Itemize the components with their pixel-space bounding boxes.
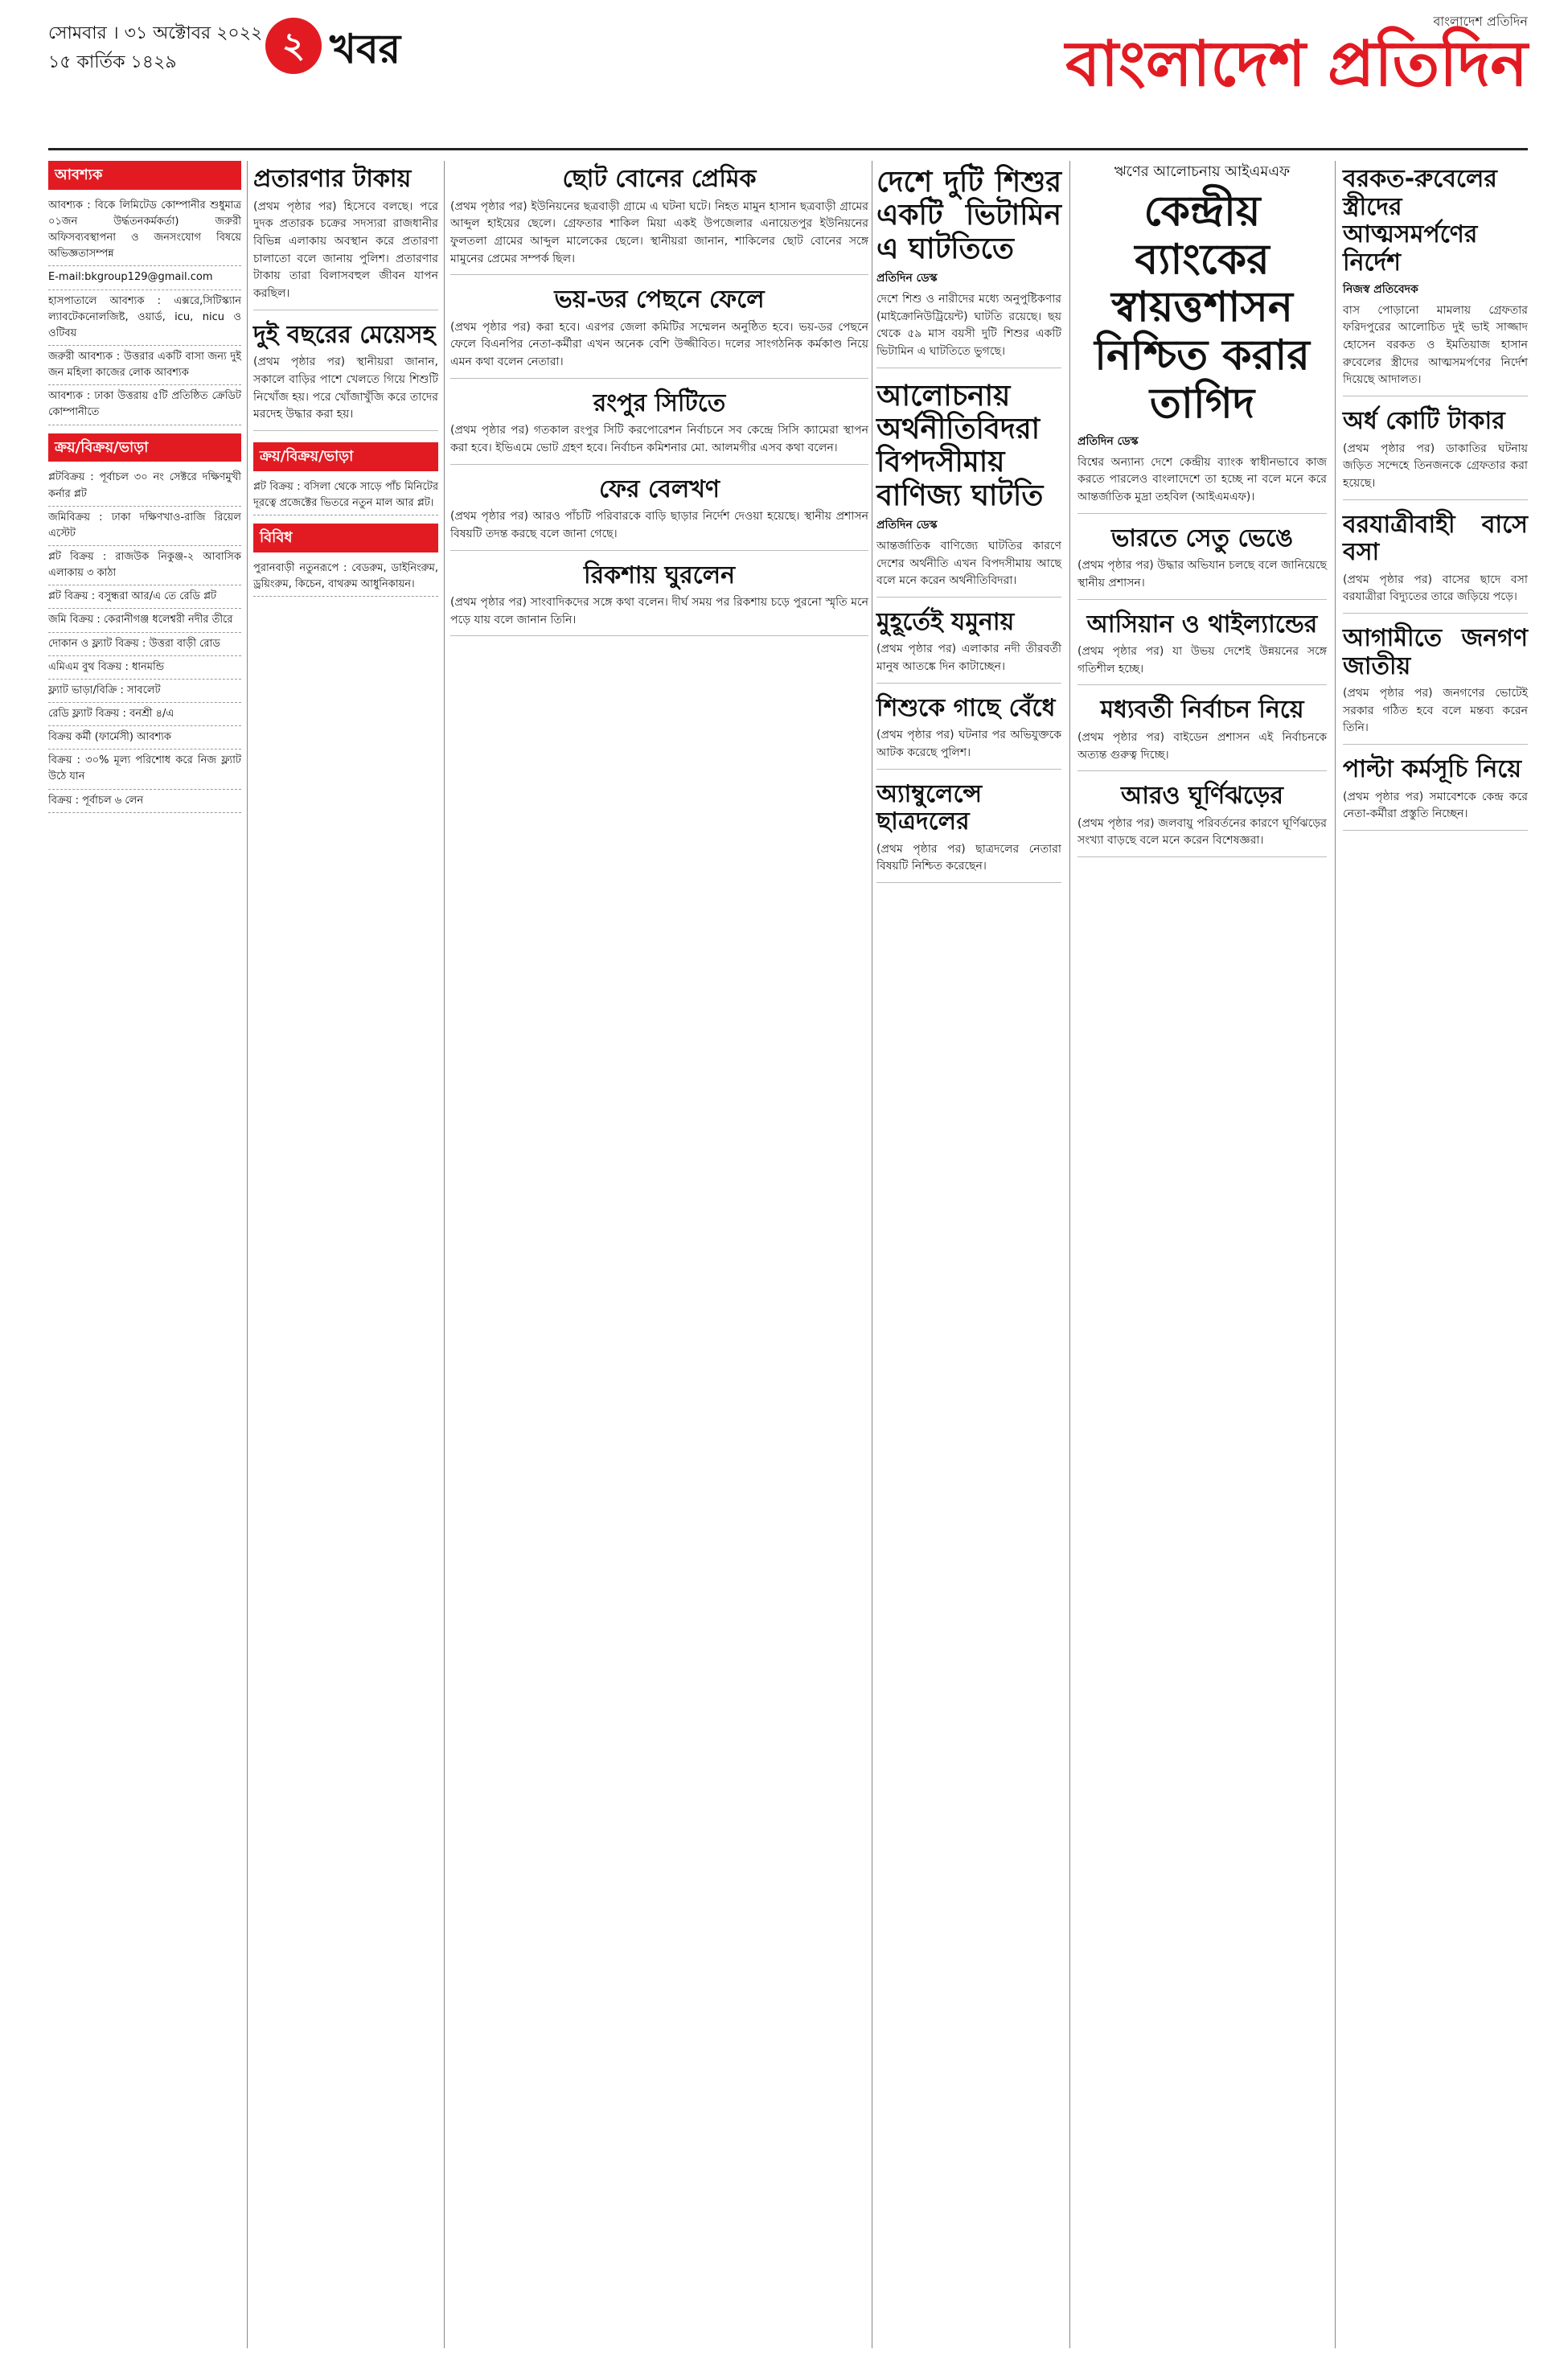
classified-ad: বিক্রয় : পূর্বাচল ৬ লেন — [48, 790, 241, 813]
article-body: (প্রথম পৃষ্ঠার পর) ডাকাতির ঘটনায় জড়িত সন্দেহে তিনজনকে গ্রেফতার করা হয়েছে। — [1343, 442, 1528, 490]
article-body: (প্রথম পৃষ্ঠার পর) স্থানীয়রা জানান, সকালে বাড়ির পাশে খেলতে গিয়ে শিশুটি নিখোঁজ হয়। পরে খোঁজাখুঁজি করে তাদের মরদেহ উদ্ধার করা হয়। — [253, 355, 438, 421]
article — [1343, 166, 1528, 396]
date: সোমবার । ৩১ অক্টোবর ২০২২ — [48, 23, 263, 43]
classified-ad: জরুরী আবশ্যক : উত্তরার একটি বাসা জন্য দুই জন মহিলা কাজের লোক আবশ্যক — [48, 346, 241, 385]
article-byline: প্রতিদিন ডেস্ক — [876, 272, 938, 285]
article — [876, 609, 1061, 684]
classified-ad: জমিবিক্রয় : ঢাকা দক্ষিণখাও-রাজি রিয়েল এস্টেট — [48, 507, 241, 546]
classified-ad: প্লট বিক্রয় : রাজউক নিকুঞ্জ-২ আবাসিক এলাকায় ৩ কাঠা — [48, 546, 241, 585]
classified-heading: আবশ্যক — [48, 161, 241, 190]
news-column-2 — [253, 161, 438, 597]
page-number: ২ — [265, 18, 322, 74]
article — [1077, 525, 1327, 600]
classified-ad: রেডি ফ্ল্যাট বিক্রয় : বনশ্রী ৪/এ — [48, 703, 241, 726]
article-body: (প্রথম পৃষ্ঠার পর) ঘটনার পর অভিযুক্তকে আটক করেছে পুলিশ। — [876, 729, 1061, 759]
article — [450, 390, 868, 465]
classified-ad: প্লট বিক্রয় : বসিলা থেকে সাড়ে পাঁচ মিনিটের দূরত্বে প্রজেক্টের ভিতরে নতুন মাল আর প্লট। — [253, 476, 438, 515]
masthead — [1065, 11, 1528, 101]
classified-ad: প্লটবিক্রয় : পূর্বাচল ৩০ নং সেক্টরে দক্ষিণমুখী কর্নার প্লট — [48, 466, 241, 506]
article — [1343, 511, 1528, 614]
classified-ad: হাসপাতালে আবশ্যক : এক্সরে,সিটিস্ক্যান ল্যাবটেকনোলজিষ্ট, ওয়ার্ড, icu, nicu ও ওটিবয় — [48, 290, 241, 346]
article — [1343, 408, 1528, 500]
column-divider — [1335, 161, 1336, 2348]
article — [450, 562, 868, 637]
classified-ad: বিক্রয় কর্মী (ফার্মেসী) আবশ্যক — [48, 726, 241, 750]
article-headline: অর্ধ কোটি টাকার — [1343, 407, 1505, 436]
article-headline: বরকত-রুবেলের স্ত্রীদের আত্মসমর্পণের নির্দেশ — [1343, 165, 1497, 277]
classified-heading: ক্রয়/বিক্রয়/ভাড়া — [48, 433, 241, 462]
article — [450, 166, 868, 275]
article-body: (প্রথম পৃষ্ঠার পর) এলাকার নদী তীরবর্তী মানুষ আতঙ্কে দিন কাটাচ্ছেন। — [876, 643, 1061, 674]
classified-ad: এমিএম বুথ বিক্রয় : ধানমন্ডি — [48, 656, 241, 680]
column-divider — [247, 161, 248, 2348]
classified-ad: আবশ্যক : ঢাকা উত্তরায় ৫টি প্রতিষ্ঠিত ক্রেডিট কোম্পানীতে — [48, 385, 241, 425]
article-body: (প্রথম পৃষ্ঠার পর) বাসের ছাদে বসা বরযাত্রীরা বিদ্যুতের তারে জড়িয়ে পড়ে। — [1343, 573, 1528, 604]
news-column-4 — [876, 161, 1061, 894]
classified-ad: দোকান ও ফ্ল্যাট বিক্রয় : উত্তরা বাড়ী রোড — [48, 633, 241, 656]
news-column-3 — [450, 161, 868, 647]
article — [1343, 625, 1528, 745]
bangla-date: ১৫ কার্তিক ১৪২৯ — [48, 52, 177, 72]
classified-heading: বিবিধ — [253, 524, 438, 552]
article — [253, 166, 438, 310]
article — [1077, 611, 1327, 686]
article-headline: অ্যাম্বুলেন্সে ছাত্রদলের — [876, 779, 983, 836]
article-byline: প্রতিদিন ডেস্ক — [876, 519, 938, 532]
article — [876, 781, 1061, 883]
article-body: (প্রথম পৃষ্ঠার পর) বাইডেন প্রশাসন এই নির্বাচনকে অত্যন্ত গুরুত্ব দিচ্ছে। — [1077, 730, 1327, 762]
column-divider — [444, 161, 445, 2348]
article-body: (প্রথম পৃষ্ঠার পর) করা হবে। এরপর জেলা কমিটির সম্মেলন অনুষ্ঠিত হবে। ভয়-ডর পেছনে ফেলে বিএনপির নেতা-কর্মীরা এখন অনেক বেশি উজ্জীবিত। দলের সাংগঠনিক কর্মকাণ্ড নিয়ে এমন কথা বলেন নেতারা। — [450, 320, 868, 369]
masthead-tagline: বাংলাদেশ প্রতিদিন — [1433, 14, 1528, 29]
article — [1077, 696, 1327, 771]
classified-ad: জমি বিক্রয় : কেরানীগঞ্জ ধলেশ্বরী নদীর তীরে — [48, 609, 241, 632]
article-body: (প্রথম পৃষ্ঠার পর) উদ্ধার অভিযান চলছে বলে জানিয়েছে স্থানীয় প্রশাসন। — [1077, 559, 1327, 589]
article-byline: প্রতিদিন ডেস্ক — [1077, 434, 1139, 448]
article-headline: কেন্দ্রীয় ব্যাংকের স্বায়ত্তশাসন নিশ্চিত করার তাগিদ — [1094, 187, 1310, 429]
news-column-6 — [1343, 161, 1528, 842]
article-headline: দুই বছরের মেয়েসহ — [253, 320, 436, 349]
classified-ad: পুরানবাড়ী নতুনরূপে : বেডরুম, ডাইনিংরুম, ড্রয়িংরুম, কিচেন, বাথরুম আধুনিকায়ন। — [253, 557, 438, 597]
article — [876, 166, 1061, 368]
article-body: আন্তর্জাতিক বাণিজ্যে ঘাটতির কারণে দেশের অর্থনীতি এখন বিপদসীমায় আছে বলে মনে করেন অর্থনীতিবিদরা। — [876, 539, 1061, 588]
news-column-5 — [1077, 161, 1327, 869]
masthead-logo: বাংলাদেশ প্রতিদিন — [1065, 27, 1528, 101]
article-headline: ছোট বোনের প্রেমিক — [562, 165, 757, 193]
classified-heading: ক্রয়/বিক্রয়/ভাড়া — [253, 442, 438, 471]
article-body: (প্রথম পৃষ্ঠার পর) হিসেবে বলছে। পরে দুদক প্রতারক চক্রের সদস্যরা রাজধানীর বিভিন্ন এলাকায় অবস্থান করে প্রতারণা চালাতো বলে জানায় পুলিশ। প্রতারণার টাকায় তারা বিলাসবহুল জীবন যাপন করছিল। — [253, 199, 438, 300]
article-headline: ফের বেলখণ — [598, 474, 720, 503]
section-title: খবর — [330, 26, 401, 72]
article-body: বিশ্বের অন্যান্য দেশে কেন্দ্রীয় ব্যাংক স্বাধীনভাবে কাজ করতে পারলেও বাংলাদেশে তা হচ্ছে না বলে মনে করে আন্তর্জাতিক মুদ্রা তহবিল (আইএমএফ)। — [1077, 455, 1327, 503]
article-headline: মুহূর্তেই যমুনায় — [876, 607, 1015, 636]
classifieds-column — [48, 161, 241, 813]
article-headline: পাল্টা কর্মসূচি নিয়ে — [1343, 755, 1521, 784]
article-body: বাস পোড়ানো মামলায় গ্রেফতার ফরিদপুরের আলোচিত দুই ভাই সাজ্জাদ হোসেন বরকত ও ইমতিয়াজ হাসান রুবেলের স্ত্রীদের আত্মসমর্পণের নির্দেশ দিয়েছে আদালত। — [1343, 303, 1528, 387]
article-headline: বরযাত্রীবাহী বাসে বসা — [1343, 510, 1528, 567]
article — [450, 286, 868, 379]
article — [876, 380, 1061, 598]
article-headline: আলোচনায় অর্থনীতিবিদরা বিপদসীমায় বাণিজ্য ঘাটতি — [876, 379, 1044, 512]
article-headline: দেশে দুটি শিশুর একটি ভিটামিন এ ঘাটতিতে — [876, 166, 1061, 265]
classified-ad: ফ্ল্যাট ভাড়া/বিক্রি : সাবলেট — [48, 680, 241, 703]
article-headline: আরও ঘূর্ণিঝড়ের — [1121, 782, 1283, 811]
article — [1077, 782, 1327, 857]
article-body: দেশে শিশু ও নারীদের মধ্যে অনুপুষ্টিকণার (মাইক্রোনিউট্রিয়েন্ট) ঘাটতি রয়েছে। ছয় থেকে ৫৯ মাস বয়সী দুটি শিশুর একটি ভিটামিন এ ঘাটতিতে ভুগছে। — [876, 292, 1061, 358]
article-body: (প্রথম পৃষ্ঠার পর) সমাবেশকে কেন্দ্র করে নেতা-কর্মীরা প্রস্তুতি নিচ্ছেন। — [1343, 790, 1528, 821]
article-body: (প্রথম পৃষ্ঠার পর) সাংবাদিকদের সঙ্গে কথা বলেন। দীর্ঘ সময় পর রিকশায় চড়ে পুরনো স্মৃতি মনে পড়ে যায় বলে জানান তিনি। — [450, 596, 868, 626]
article-body: (প্রথম পৃষ্ঠার পর) জলবায়ু পরিবর্তনের কারণে ঘূর্ণিঝড়ের সংখ্যা বাড়ছে বলে মনে করেন বিশেষজ্ঞরা। — [1077, 816, 1327, 848]
article — [450, 476, 868, 551]
article-body: (প্রথম পৃষ্ঠার পর) ইউনিয়নের ছত্রবাড়ী গ্রামে এ ঘটনা ঘটে। নিহত মামুন হাসান ছত্রবাড়ী গ্রামের আব্দুল হাইয়ের ছেলে। গ্রেফতার শাকিল মিয়া একই উপজেলার এনায়েতপুর ইউনিয়নের ফুলতলা গ্রামের আব্দুল মালেকের ছেলে। স্থানীয়রা জানান, শাকিলের ছোট বোনের সঙ্গে মামুনের প্রেমের সম্পর্ক ছিল। — [450, 199, 868, 265]
article-headline: ভয়-ডর পেছনে ফেলে — [554, 285, 765, 314]
article — [253, 322, 438, 431]
article-body: (প্রথম পৃষ্ঠার পর) জনগণের ভোটেই সরকার গঠিত হবে বলে মন্তব্য করেন তিনি। — [1343, 687, 1528, 735]
article-body: (প্রথম পৃষ্ঠার পর) গতকাল রংপুর সিটি করপোরেশন নির্বাচনে সব কেন্দ্রে সিসি ক্যামেরা স্থাপন করা হবে। ইভিএমে ভোট গ্রহণ হবে। নির্বাচন কমিশনার মো. আলমগীর এসব কথা বলেন। — [450, 424, 868, 454]
lead-article — [1077, 161, 1327, 514]
article-body: (প্রথম পৃষ্ঠার পর) ছাত্রদলের নেতারা বিষয়টি নিশ্চিত করেছেন। — [876, 842, 1061, 873]
article-headline: ভারতে সেতু ভেঙে — [1110, 524, 1294, 552]
article-kicker: ঋণের আলোচনায় আইএমএফ — [1114, 163, 1291, 180]
classified-ad: আবশ্যক : বিকে লিমিটেড কোম্পানীর শুধুমাত্র ০১জন উর্দ্ধতনকর্মকর্তা) জরুরী অফিসব্যবস্থাপনা ও জনসংযোগ বিষয়ে অভিজ্ঞতাসম্পন্ন — [48, 195, 241, 267]
classified-ad: বিক্রয় : ৩০% মূল্য পরিশোধ করে নিজ ফ্ল্যাট উঠে যান — [48, 750, 241, 789]
article-headline: মধ্যবর্তী নির্বাচন নিয়ে — [1100, 696, 1304, 725]
article-headline: আসিয়ান ও থাইল্যান্ডের — [1086, 610, 1318, 639]
article-headline: শিশুকে গাছে বেঁধে — [876, 693, 1056, 722]
article-headline: প্রতারণার টাকায় — [253, 165, 412, 193]
article-headline: আগামীতে জনগণ জাতীয় — [1343, 624, 1528, 680]
column-divider — [1069, 161, 1070, 2348]
article-byline: নিজস্ব প্রতিবেদক — [1343, 283, 1418, 296]
article — [1343, 756, 1528, 831]
classified-ad: প্লট বিক্রয় : বসুন্ধরা আর/এ তে রেডি প্লট — [48, 585, 241, 609]
page-header — [48, 11, 1528, 150]
article-headline: রিকশায় ঘুরলেন — [584, 561, 735, 589]
article — [876, 695, 1061, 770]
article-body: (প্রথম পৃষ্ঠার পর) আরও পাঁচটি পরিবারকে বাড়ি ছাড়ার নির্দেশ দেওয়া হয়েছে। স্থানীয় প্রশাসন বিষয়টি তদন্ত করছে বলে জানা গেছে। — [450, 510, 868, 540]
article-headline: রংপুর সিটিতে — [593, 388, 726, 417]
email-text: E-mail:bkgroup129@gmail.com — [48, 266, 241, 290]
article-body: (প্রথম পৃষ্ঠার পর) যা উভয় দেশেই উন্নয়নের সঙ্গে গতিশীল হচ্ছে। — [1077, 645, 1327, 676]
